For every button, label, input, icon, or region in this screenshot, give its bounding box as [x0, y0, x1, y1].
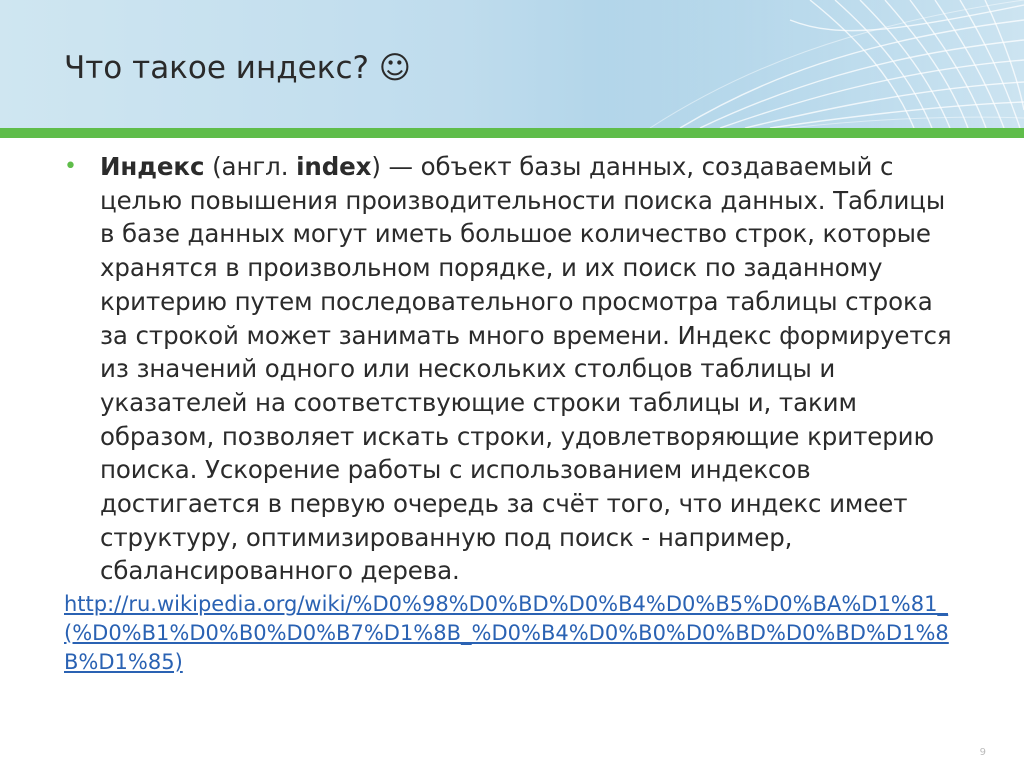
slide-title: Что такое индекс? ☺ [64, 50, 412, 86]
header-band [0, 0, 1024, 128]
bullet-item [64, 150, 964, 588]
slide-content [64, 150, 964, 677]
paren-text: (англ. [204, 152, 297, 181]
english-term-bold: index [296, 152, 372, 181]
term-bold: Индекс [100, 152, 205, 181]
bullet-dot-icon: • [64, 154, 77, 179]
bullet-text [100, 150, 964, 588]
wikipedia-link[interactable]: http://ru.wikipedia.org/wiki/%D0%98%D0%BD%D0%B4%D0%B5%D0%BA%D1%81_(%D0%B1%D0%B0%D0%B7%D1%8B_%D0%B4%D0%B0%D0%BD%D0%BD%D1%8B%D1%85) [64, 592, 949, 675]
page-number: 9 [979, 747, 986, 758]
accent-divider [0, 128, 1024, 138]
definition-text: ) — объект базы данных, создаваемый с целью повышения производительности поиска данных. Таблицы в базе данных могут иметь большое количество строк, которые хранятся в произвольном порядке, и их поиск по заданному критерию путем последовательного просмотра таблицы строка за строкой может занимать много времени. Индекс формируется из значений одного или нескольких столбцов таблицы и указателей на соответствующие строки таблицы и, таким образом, позволяет искать строки, удовлетворяющие критерию поиска. Ускорение работы с использованием индексов достигается в первую очередь за счёт того, что индекс имеет структуру, оптимизированную под поиск - например, сбалансированного дерева. [100, 152, 952, 586]
